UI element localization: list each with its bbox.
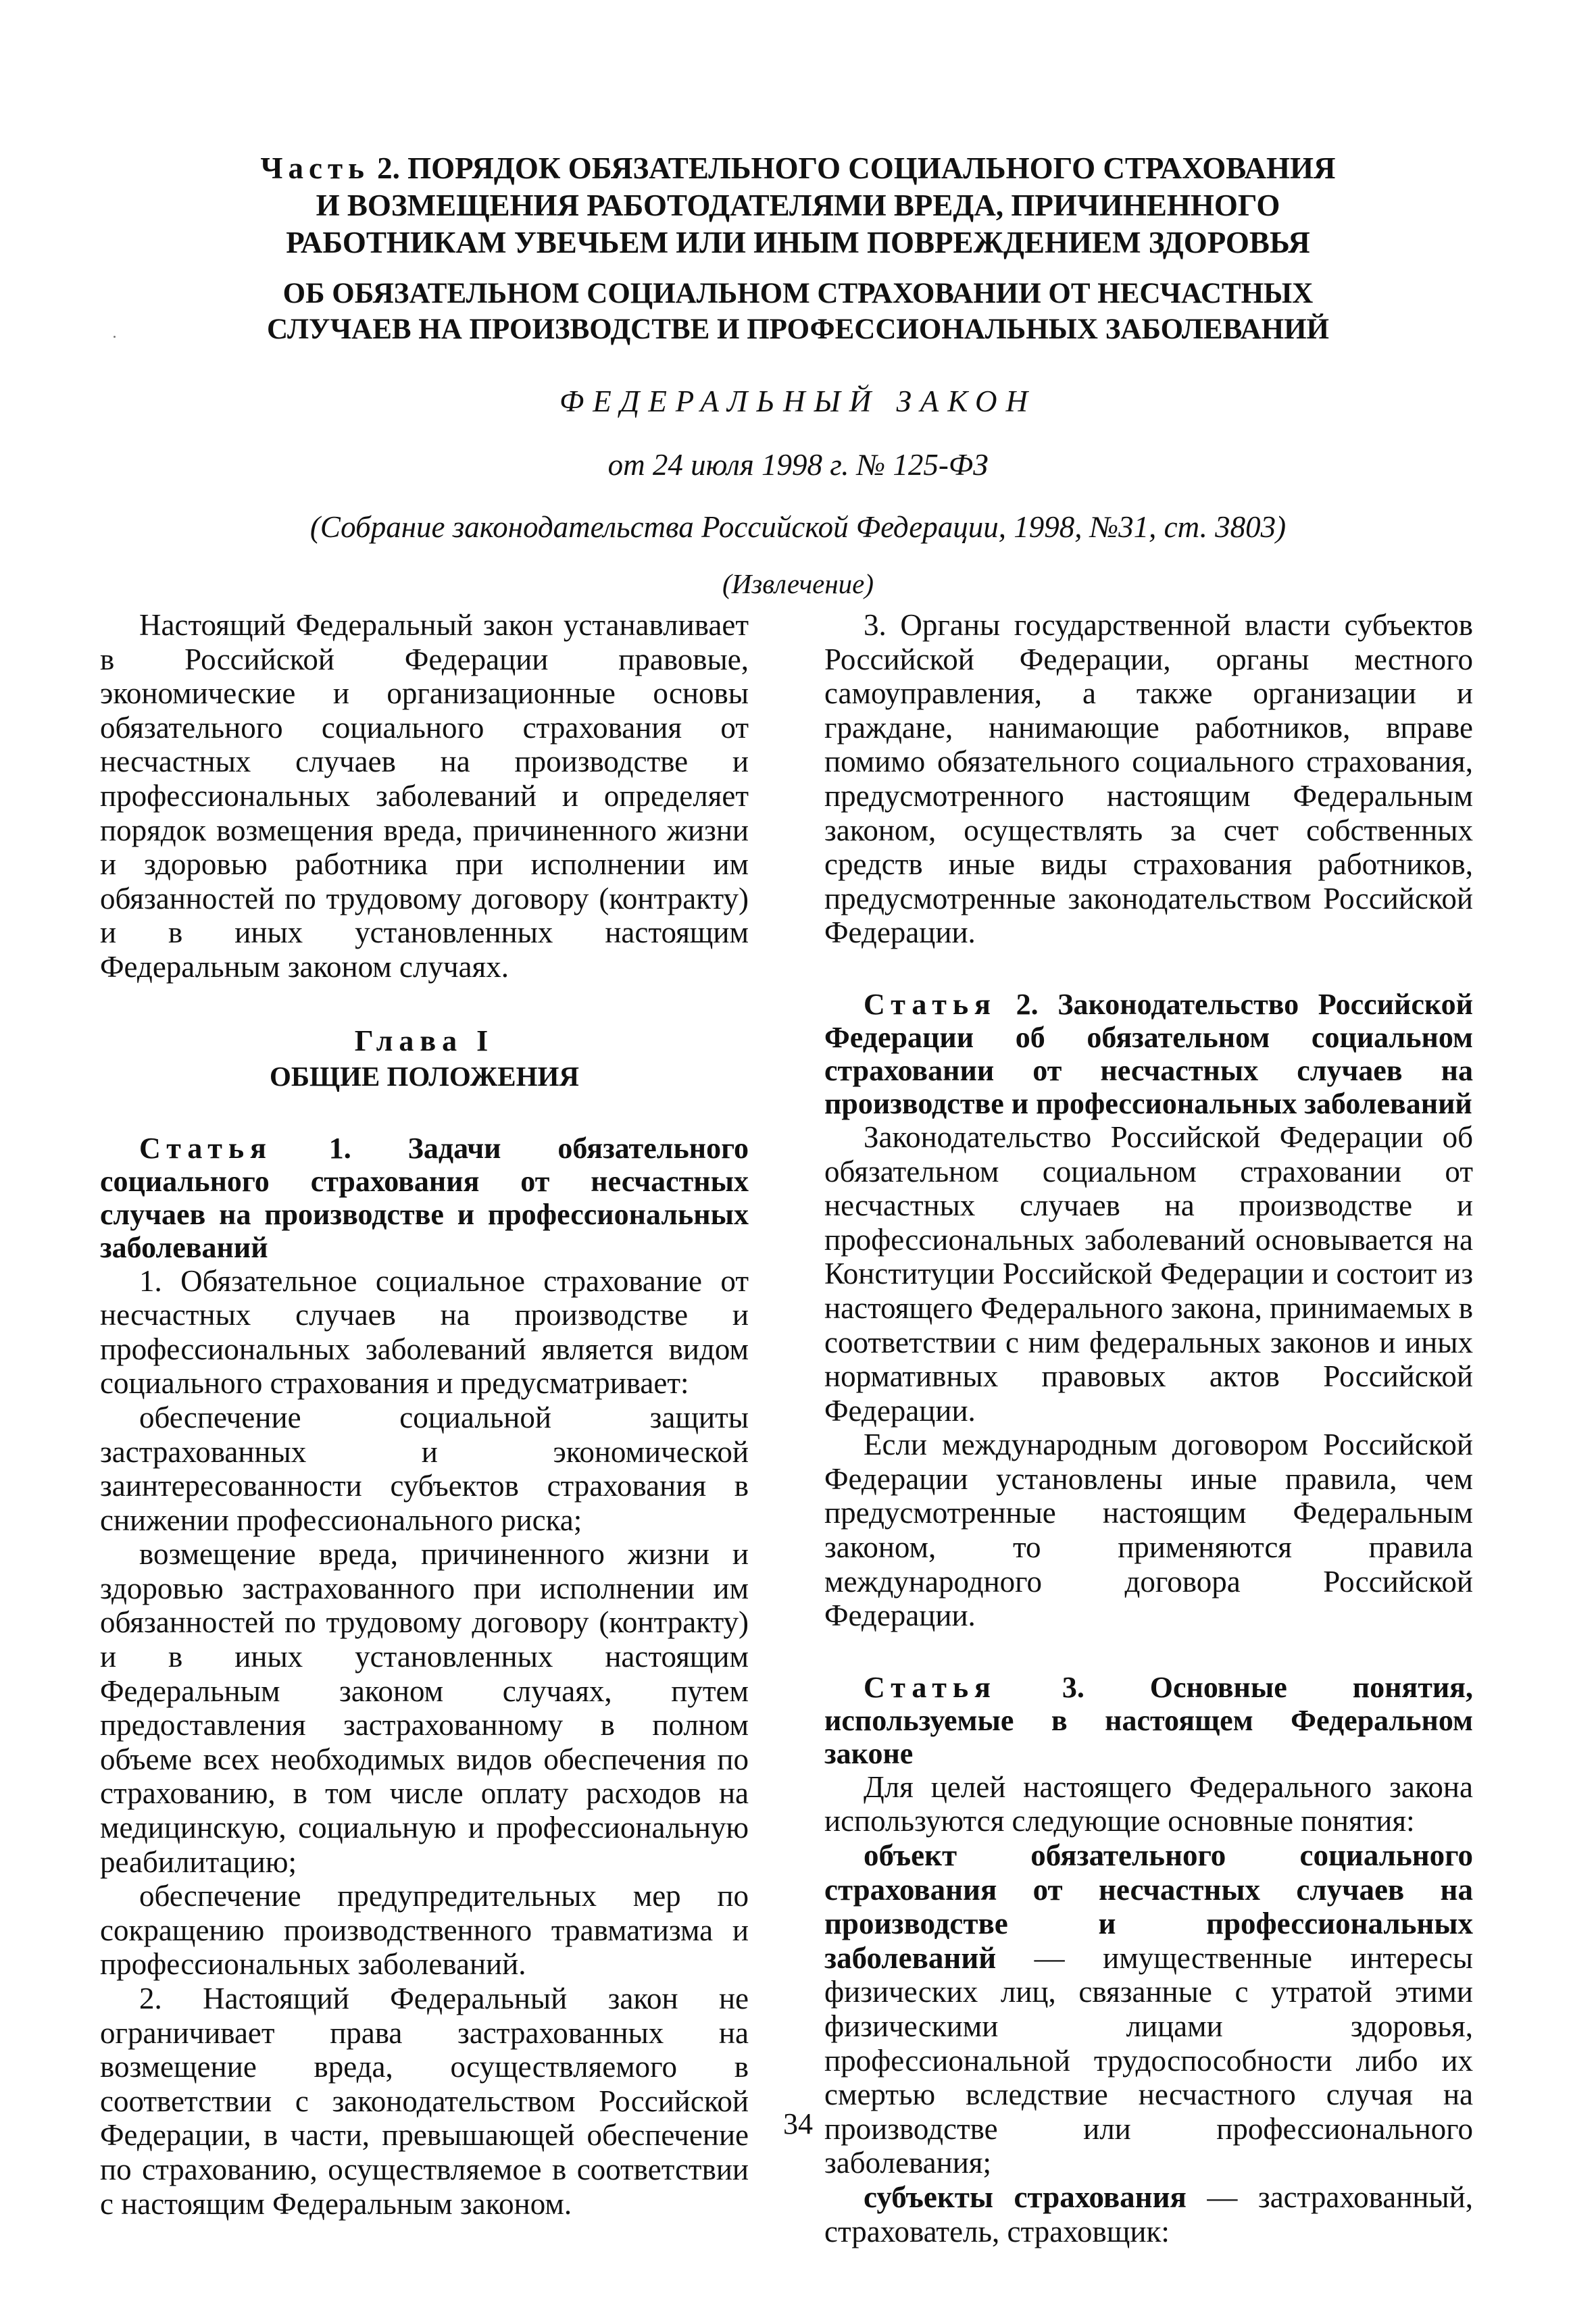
- scan-speck: [114, 336, 116, 338]
- preamble-paragraph: Настоящий Федеральный закон устанавливает в Российской Федерации правовые, экономические и организационные основы обязательного социального страхования от несчастных случаев на производстве и профессиональных заболеваний и определяет порядок возмещения вреда, причиненного жизни и здоровью работника при исполнении им обязанностей по трудовому договору (контракту) и в иных установленных настоящим Федеральным законом случаях.: [100, 608, 749, 984]
- page-number: 34: [783, 2107, 813, 2140]
- chapter-name: ОБЩИЕ ПОЛОЖЕНИЯ: [270, 1060, 579, 1092]
- law-title: [122, 276, 1474, 347]
- article-1-paragraph-6: 3. Органы государственной власти субъектов Российской Федерации, органы местного самоуправления, а также организации и граждане, нанимающие работников, вправе помимо обязательного социального страхования, предусмотренного настоящим Федеральным законом, осуществлять за счет собственных средств иные виды страхования работников, предусмотренные законодательством Российской Федерации.: [824, 608, 1473, 950]
- article-3-definition-2: [824, 2180, 1473, 2248]
- part-word: Часть: [260, 151, 370, 185]
- article-2-heading: [824, 988, 1473, 1120]
- law-title-line1: ОБ ОБЯЗАТЕЛЬНОМ СОЦИАЛЬНОМ СТРАХОВАНИИ ОТ НЕСЧАСТНЫХ: [282, 278, 1314, 309]
- article-3-term-2: субъекты страхования: [864, 2180, 1187, 2214]
- part-title-line3: РАБОТНИКАМ УВЕЧЬЕМ ИЛИ ИНЫМ ПОВРЕЖДЕНИЕМ ЗДОРОВЬЯ: [286, 226, 1310, 259]
- article-3-definition-1-text: — имущественные интересы физических лиц, связанные с утратой этими физическими лицами здоровья, профессиональной трудоспособности либо их смертью вследствие несчастного случая на производстве или профессионального заболевания;: [824, 1940, 1473, 2180]
- article-3-definition-2-text: — застрахованный, страхователь, страховщик:: [824, 2180, 1473, 2248]
- article-3-title: 3. Основные понятия, используемые в настоящем Федеральном законе: [824, 1670, 1473, 1770]
- part-title-line2: И ВОЗМЕЩЕНИЯ РАБОТОДАТЕЛЯМИ ВРЕДА, ПРИЧИНЕННОГО: [316, 188, 1280, 222]
- part-title-line1: 2. ПОРЯДОК ОБЯЗАТЕЛЬНОГО СОЦИАЛЬНОГО СТРАХОВАНИЯ: [377, 151, 1336, 185]
- law-source: (Собрание законодательства Российской Федерации, 1998, №31, ст. 3803): [309, 510, 1287, 544]
- article-2-paragraph-2: Если международным договором Российской Федерации установлены иные правила, чем предусмотренные настоящим Федеральным законом, то применяются правила международного договора Российской Федерации.: [824, 1428, 1473, 1633]
- article-1-paragraph-5: 2. Настоящий Федеральный закон не ограничивает права застрахованных на возмещение вреда, осуществляемого в соответствии с законодательством Российской Федерации, в части, превышающей обеспечение по страхованию, осуществляемое в соответствии с настоящим Федеральным законом.: [100, 1982, 749, 2221]
- article-3-paragraph-1: Для целей настоящего Федерального закона используются следующие основные понятия:: [824, 1769, 1473, 1838]
- law-type: ФЕДЕРАЛЬНЫЙ ЗАКОН: [559, 384, 1037, 418]
- article-1-heading: [100, 1132, 749, 1264]
- article-1-title: 1. Задачи обязательного социального страхования от несчастных случаев на производстве и профессиональных заболеваний: [100, 1131, 749, 1264]
- article-3-definition-1: [824, 1838, 1473, 2180]
- chapter-heading: [100, 1024, 749, 1094]
- extract-note: (Извлечение): [722, 568, 874, 599]
- law-date: от 24 июля 1998 г. № 125-ФЗ: [607, 448, 989, 482]
- law-title-line2: СЛУЧАЕВ НА ПРОИЗВОДСТВЕ И ПРОФЕССИОНАЛЬНЫХ ЗАБОЛЕВАНИЙ: [267, 313, 1329, 345]
- article-1-paragraph-3: возмещение вреда, причиненного жизни и здоровью застрахованного при исполнении им обязанностей по трудовому договору (контракту) и в иных установленных настоящим Федеральным законом случаях, путем предоставления застрахованному в полном объеме всех необходимых видов обеспечения по страхованию, в том числе оплату расходов на медицинскую, социальную и профессиональную реабилитацию;: [100, 1537, 749, 1879]
- article-3-term-1: объект обязательного социального страхования от несчастных случаев на производстве и профессиональных заболеваний: [824, 1838, 1473, 1975]
- chapter-number: Глава I: [354, 1024, 495, 1057]
- article-3-heading: [824, 1671, 1473, 1770]
- article-2-title: 2. Законодательство Российской Федерации об обязательном социальном страховании от несчастных случаев на производстве и профессиональных заболеваний: [824, 987, 1474, 1120]
- article-1-word: Статья: [139, 1131, 272, 1165]
- article-2-word: Статья: [864, 987, 997, 1021]
- article-1-paragraph-1: 1. Обязательное социальное страхование от несчастных случаев на производстве и профессиональных заболеваний является видом социального страхования и предусматривает:: [100, 1263, 749, 1401]
- article-3-word: Статья: [864, 1670, 997, 1704]
- article-1-paragraph-2: обеспечение социальной защиты застрахованных и экономической заинтересованности субъектов страхования в снижении профессионального риска;: [100, 1400, 749, 1537]
- article-2-paragraph-1: Законодательство Российской Федерации об обязательном социальном страховании от несчастных случаев на производстве и профессиональных заболеваний основывается на Конституции Российской Федерации и состоит из настоящего Федерального закона, принимаемых в соответствии с ним федеральных законов и иных нормативных правовых актов Российской Федерации.: [824, 1120, 1473, 1428]
- part-title: [122, 150, 1474, 261]
- article-1-paragraph-4: обеспечение предупредительных мер по сокращению производственного травматизма и профессиональных заболеваний.: [100, 1879, 749, 1982]
- right-column: [824, 608, 1473, 2248]
- left-column: [100, 608, 749, 2221]
